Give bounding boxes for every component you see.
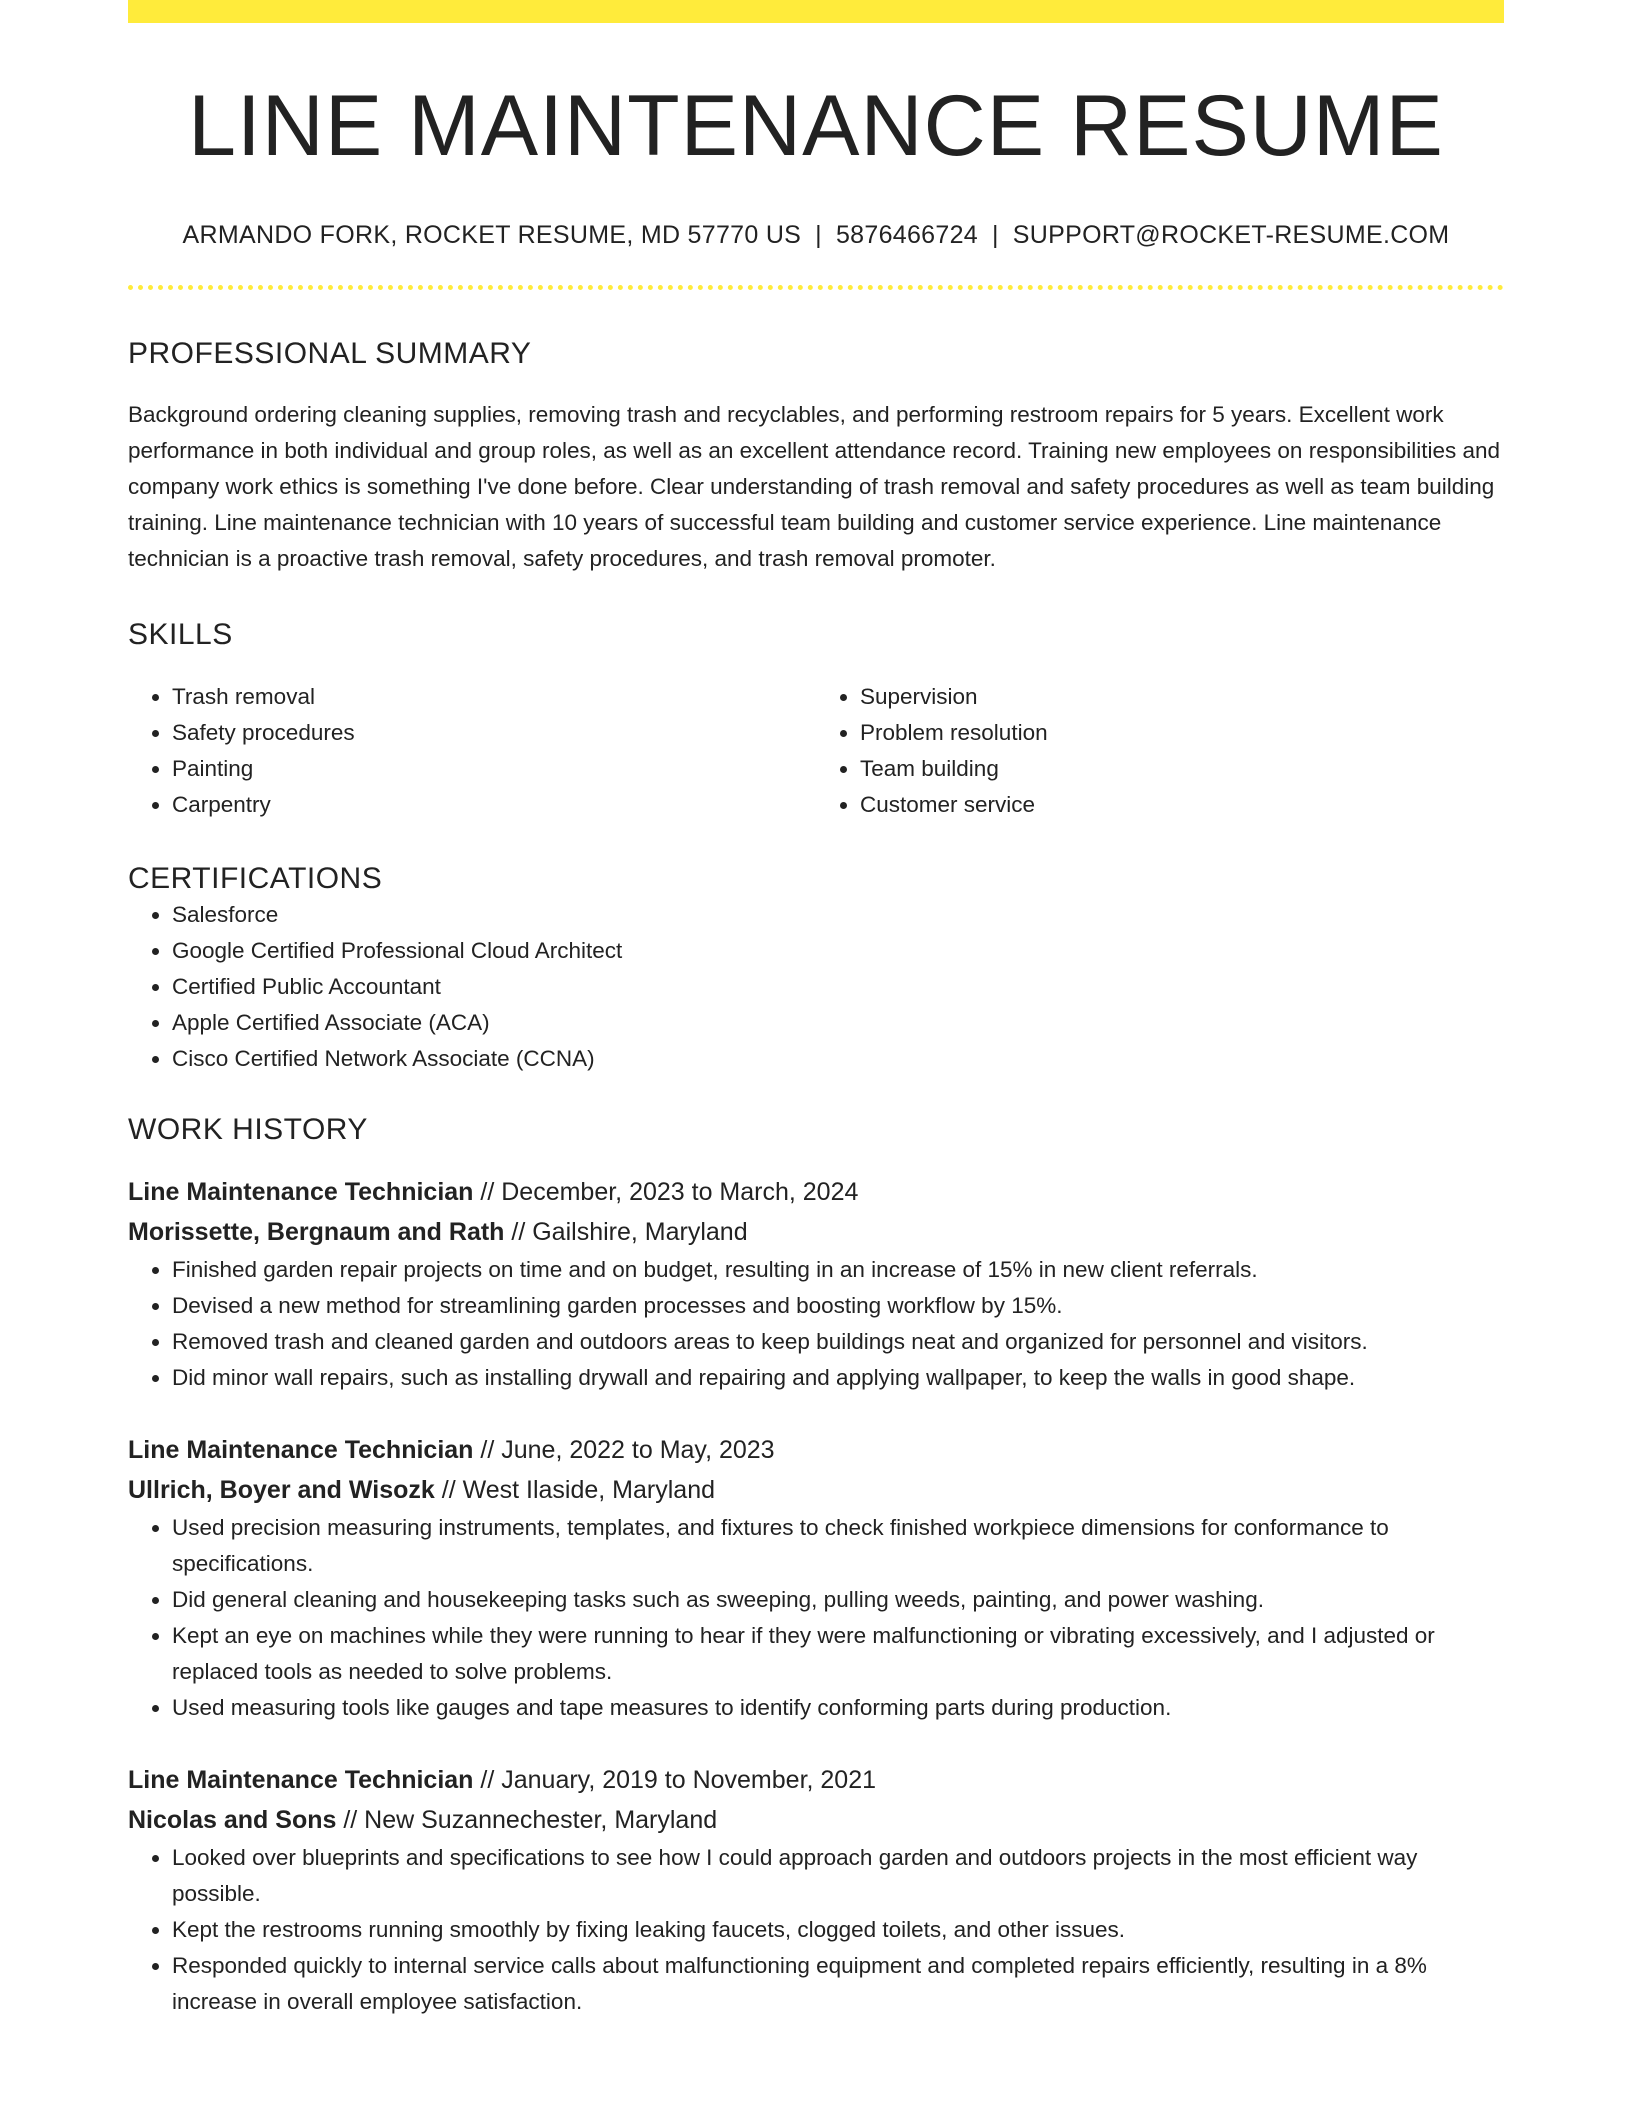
job-bullet: • Used precision measuring instruments, templates, and fixtures to check finished workpiece dimensions for conformance to specifications. bbox=[172, 1510, 1504, 1582]
contact-line bbox=[128, 220, 1504, 250]
dotted-divider bbox=[128, 285, 1504, 290]
skills-list-right bbox=[816, 679, 1504, 823]
job-company: Ullrich, Boyer and Wisozk bbox=[128, 1476, 435, 1504]
job-bullet: • Kept the restrooms running smoothly by fixing leaking faucets, clogged toilets, and other issues. bbox=[172, 1912, 1504, 1948]
job-bullets bbox=[128, 1510, 1504, 1726]
certification-item: • Salesforce bbox=[172, 897, 1504, 933]
summary-text: Background ordering cleaning supplies, removing trash and recyclables, and performing restroom repairs for 5 years. Excellent work performance in both individual and group roles, as well as an excellent attendance record. Training new employees on responsibilities and company work ethics is something I've done before. Clear understanding of trash removal and safety procedures as well as team building training. Line maintenance technician with 10 years of successful team building and customer service experience. Line maintenance technician is a proactive trash removal, safety procedures, and trash removal promoter. bbox=[128, 402, 1501, 571]
skill-item: • Supervision bbox=[860, 679, 1504, 715]
skills-column-left bbox=[128, 679, 816, 823]
job-title-line bbox=[128, 1760, 1504, 1800]
contact-separator: | bbox=[992, 221, 999, 249]
job-dates: // June, 2022 to May, 2023 bbox=[473, 1436, 775, 1464]
skills-list-left bbox=[128, 679, 816, 823]
job-bullets bbox=[128, 1252, 1504, 1396]
skill-item: • Team building bbox=[860, 751, 1504, 787]
skill-item: • Painting bbox=[172, 751, 816, 787]
job-title: Line Maintenance Technician bbox=[128, 1436, 474, 1464]
job-title-line bbox=[128, 1172, 1504, 1212]
certifications-list bbox=[128, 897, 1504, 1077]
contact-address: ARMANDO FORK, ROCKET RESUME, MD 57770 US bbox=[182, 221, 802, 249]
certification-item: • Cisco Certified Network Associate (CCNA) bbox=[172, 1041, 1504, 1077]
job-title: Line Maintenance Technician bbox=[128, 1766, 474, 1794]
job-bullet: • Used measuring tools like gauges and tape measures to identify conforming parts during production. bbox=[172, 1690, 1504, 1726]
job-bullet: • Removed trash and cleaned garden and outdoors areas to keep buildings neat and organized for personnel and visitors. bbox=[172, 1324, 1504, 1360]
certifications-heading: CERTIFICATIONS bbox=[128, 862, 383, 895]
job-location: // West Ilaside, Maryland bbox=[434, 1476, 715, 1504]
skill-item: • Carpentry bbox=[172, 787, 816, 823]
resume-title: LINE MAINTENANCE RESUME bbox=[188, 78, 1444, 174]
job-bullet: • Looked over blueprints and specifications to see how I could approach garden and outdoors projects in the most efficient way possible. bbox=[172, 1840, 1504, 1912]
skill-item: • Problem resolution bbox=[860, 715, 1504, 751]
contact-separator: | bbox=[815, 221, 822, 249]
skills-grid bbox=[128, 679, 1504, 823]
job-dates: // December, 2023 to March, 2024 bbox=[473, 1178, 859, 1206]
job-bullet: • Did general cleaning and housekeeping tasks such as sweeping, pulling weeds, painting, and power washing. bbox=[172, 1582, 1504, 1618]
certification-item: • Apple Certified Associate (ACA) bbox=[172, 1005, 1504, 1041]
job-bullet: • Responded quickly to internal service calls about malfunctioning equipment and completed repairs efficiently, resulting in a 8% increase in overall employee satisfaction. bbox=[172, 1948, 1504, 2020]
skill-item: • Customer service bbox=[860, 787, 1504, 823]
contact-phone: 5876466724 bbox=[835, 221, 978, 249]
skill-item: • Trash removal bbox=[172, 679, 816, 715]
job-bullets bbox=[128, 1840, 1504, 2020]
job-bullet: • Devised a new method for streamlining garden processes and boosting workflow by 15%. bbox=[172, 1288, 1504, 1324]
job-company-line bbox=[128, 1470, 1504, 1510]
summary-heading: PROFESSIONAL SUMMARY bbox=[128, 337, 532, 370]
resume-page bbox=[128, 0, 1504, 2020]
job-location: // Gailshire, Maryland bbox=[504, 1218, 748, 1246]
job-bullet: • Kept an eye on machines while they were running to hear if they were malfunctioning or vibrating excessively, and I adjusted or replaced tools as needed to solve problems. bbox=[172, 1618, 1504, 1690]
job-entry bbox=[128, 1172, 1504, 1396]
certification-item: • Certified Public Accountant bbox=[172, 969, 1504, 1005]
job-location: // New Suzannechester, Maryland bbox=[336, 1806, 718, 1834]
contact-email: SUPPORT@ROCKET-RESUME.COM bbox=[1012, 221, 1450, 249]
job-company-line bbox=[128, 1800, 1504, 1840]
certification-item: • Google Certified Professional Cloud Architect bbox=[172, 933, 1504, 969]
job-company: Morissette, Bergnaum and Rath bbox=[128, 1218, 505, 1246]
job-entry bbox=[128, 1430, 1504, 1726]
job-dates: // January, 2019 to November, 2021 bbox=[473, 1766, 877, 1794]
job-entry bbox=[128, 1760, 1504, 2020]
work-history-heading: WORK HISTORY bbox=[128, 1113, 368, 1146]
job-bullet: • Did minor wall repairs, such as installing drywall and repairing and applying wallpaper, to keep the walls in good shape. bbox=[172, 1360, 1504, 1396]
job-bullet: • Finished garden repair projects on time and on budget, resulting in an increase of 15% in new client referrals. bbox=[172, 1252, 1504, 1288]
skills-column-right bbox=[816, 679, 1504, 823]
skills-heading: SKILLS bbox=[128, 618, 233, 651]
job-company-line bbox=[128, 1212, 1504, 1252]
job-title: Line Maintenance Technician bbox=[128, 1178, 474, 1206]
job-title-line bbox=[128, 1430, 1504, 1470]
skill-item: • Safety procedures bbox=[172, 715, 816, 751]
top-accent-bar bbox=[128, 0, 1504, 23]
job-company: Nicolas and Sons bbox=[128, 1806, 337, 1834]
